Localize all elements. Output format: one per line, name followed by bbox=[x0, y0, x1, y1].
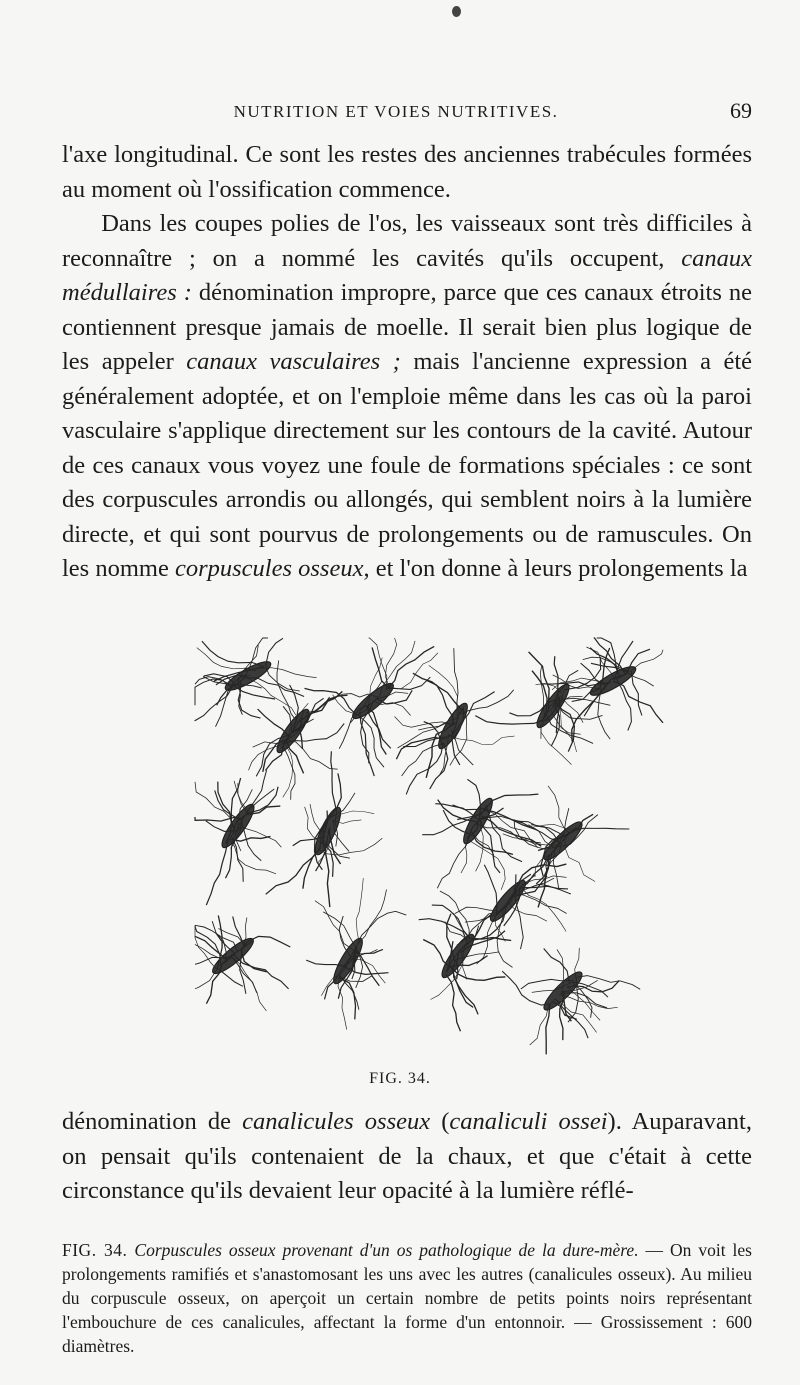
canaliculus-branch bbox=[286, 740, 337, 769]
canaliculus-branch bbox=[286, 741, 303, 774]
canaliculus-branch bbox=[454, 648, 460, 715]
canaliculus-branch bbox=[396, 737, 445, 759]
running-title: NUTRITION ET VOIES NUTRITIVES. bbox=[233, 102, 559, 121]
canaliculus-branch bbox=[446, 974, 461, 1031]
canaliculus-branch bbox=[475, 716, 543, 725]
canaliculus-branch bbox=[487, 806, 523, 861]
corpuscles-group bbox=[195, 638, 663, 1054]
canaliculus-branch bbox=[356, 878, 363, 942]
canaliculus-branch bbox=[423, 940, 450, 968]
canaliculus-branch bbox=[627, 673, 653, 686]
canaliculus-branch bbox=[206, 840, 228, 905]
canaliculus-branch bbox=[573, 828, 629, 830]
caption-text: — On voit les prolongements ramifiés et s'anastomosant les uns avec les autres (canalicules osseux). Au milieu du corpuscule osseux, on aperçoit un certain nombre de petits points noirs représentant l'embouchure de ces canalicules, affectant la forme d'un entonnoir. — Grossissement : 600 diamètres. bbox=[62, 1240, 752, 1356]
p2-italic-2: canaux vasculaires ; bbox=[186, 348, 401, 375]
canaliculus-branch bbox=[357, 911, 407, 946]
p3-italic-2: canaliculi ossei bbox=[449, 1108, 608, 1135]
running-header bbox=[40, 98, 752, 130]
canaliculus-branch bbox=[632, 650, 663, 670]
canaliculus-branch bbox=[368, 706, 391, 749]
body-text-bottom bbox=[62, 1105, 752, 1209]
canaliculus-branch bbox=[331, 751, 337, 812]
canaliculus-branch bbox=[202, 641, 264, 667]
canaliculus-branch bbox=[450, 967, 505, 981]
canaliculus-branch bbox=[565, 839, 595, 881]
page-number: 69 bbox=[730, 98, 752, 123]
canaliculus-branch bbox=[315, 901, 354, 951]
figure-caption bbox=[62, 1238, 752, 1358]
p2-text-2: dénomination impropre, parce que ces canaux étroits ne contiennent presque jamais de moelle. Il serait bien plus logique de les appeler bbox=[62, 279, 752, 375]
canaliculus-branch bbox=[467, 839, 505, 889]
p3-text-2: ( bbox=[430, 1108, 450, 1135]
canaliculus-branch bbox=[502, 971, 550, 1005]
figure-illustration bbox=[193, 636, 783, 1066]
p3-text-1: dénomination de bbox=[62, 1108, 243, 1135]
canaliculus-branch bbox=[246, 677, 296, 715]
canaliculus-branch bbox=[546, 1004, 550, 1054]
canaliculus-branch bbox=[266, 848, 321, 895]
p2-text-3: mais l'ancienne expression a été généralement adoptée, et on l'emploie même dans les cas où la paroi vasculaire s'applique directement sur les contours de la cavité. Autour de ces canaux vous voyez une foule de formations spéciales : ce sont des corpuscules arrondis ou allongés, qui semblent noirs à la lumière directe, et qui sont pourvus de prolongements ou de ramuscules. On les nomme bbox=[62, 348, 753, 582]
p2-text-4: , et l'on donne à leurs prolongements la bbox=[363, 555, 748, 582]
canaliculus-branch bbox=[358, 890, 387, 944]
canaliculus-branch bbox=[250, 789, 274, 809]
canaliculus-branch bbox=[229, 839, 276, 874]
paragraph-2 bbox=[62, 207, 752, 587]
paragraph-1: l'axe longitudinal. Ce sont les restes des anciennes trabécules formées au moment où l'ossification commence. bbox=[62, 141, 752, 203]
canaliculus-branch bbox=[594, 638, 625, 674]
canaliculus-branch bbox=[413, 673, 462, 710]
canaliculus-branch bbox=[406, 743, 443, 794]
canaliculus-branch bbox=[360, 712, 375, 776]
p3-text-3: ). Auparavant, on pensait qu'ils contenaient de la chaux, et que c'était à cette circonstance qu'ils devaient leur opacité à la lumière réflé- bbox=[62, 1108, 752, 1204]
canaliculus-branch bbox=[195, 782, 235, 831]
canaliculus-branch bbox=[258, 709, 290, 737]
caption-title: Corpuscules osseux provenant d'un os pathologique de la dure-mère. bbox=[134, 1240, 639, 1260]
body-text-top bbox=[62, 138, 752, 587]
canaliculus-branch bbox=[339, 978, 356, 1020]
print-mark bbox=[452, 6, 461, 17]
caption-label: FIG. 34. bbox=[62, 1240, 128, 1260]
paragraph-3 bbox=[62, 1105, 752, 1209]
canaliculus-branch bbox=[233, 917, 245, 947]
canaliculus-branch bbox=[283, 746, 295, 800]
canaliculus-branch bbox=[514, 894, 567, 913]
canaliculus-branch bbox=[218, 969, 243, 987]
canaliculus-branch bbox=[448, 735, 515, 744]
canaliculus-branch bbox=[369, 638, 387, 690]
canaliculus-branch bbox=[548, 786, 570, 834]
p2-italic-3: corpuscules osseux bbox=[174, 555, 364, 582]
figure-label: FIG. 34. bbox=[369, 1070, 431, 1087]
canaliculus-branch bbox=[195, 926, 221, 967]
canaliculus-branch bbox=[402, 744, 443, 776]
canaliculus-branch bbox=[388, 653, 438, 689]
canaliculus-branch bbox=[460, 690, 514, 714]
canaliculus-branch bbox=[197, 648, 257, 672]
bone-corpuscles-engraving bbox=[193, 636, 783, 1066]
p2-text-1: Dans les coupes polies de l'os, les vaisseaux sont très difficiles à reconnaître ; on a nommé les cavités qu'ils occupent, bbox=[62, 210, 752, 272]
canaliculus-branch bbox=[429, 665, 458, 718]
p3-italic-1: canalicules osseux bbox=[242, 1108, 431, 1135]
canaliculus-branch bbox=[598, 688, 610, 739]
canaliculus-branch bbox=[631, 670, 642, 715]
canaliculus-branch bbox=[515, 893, 524, 949]
p2-italic-1: canaux médullaires : bbox=[62, 244, 752, 306]
